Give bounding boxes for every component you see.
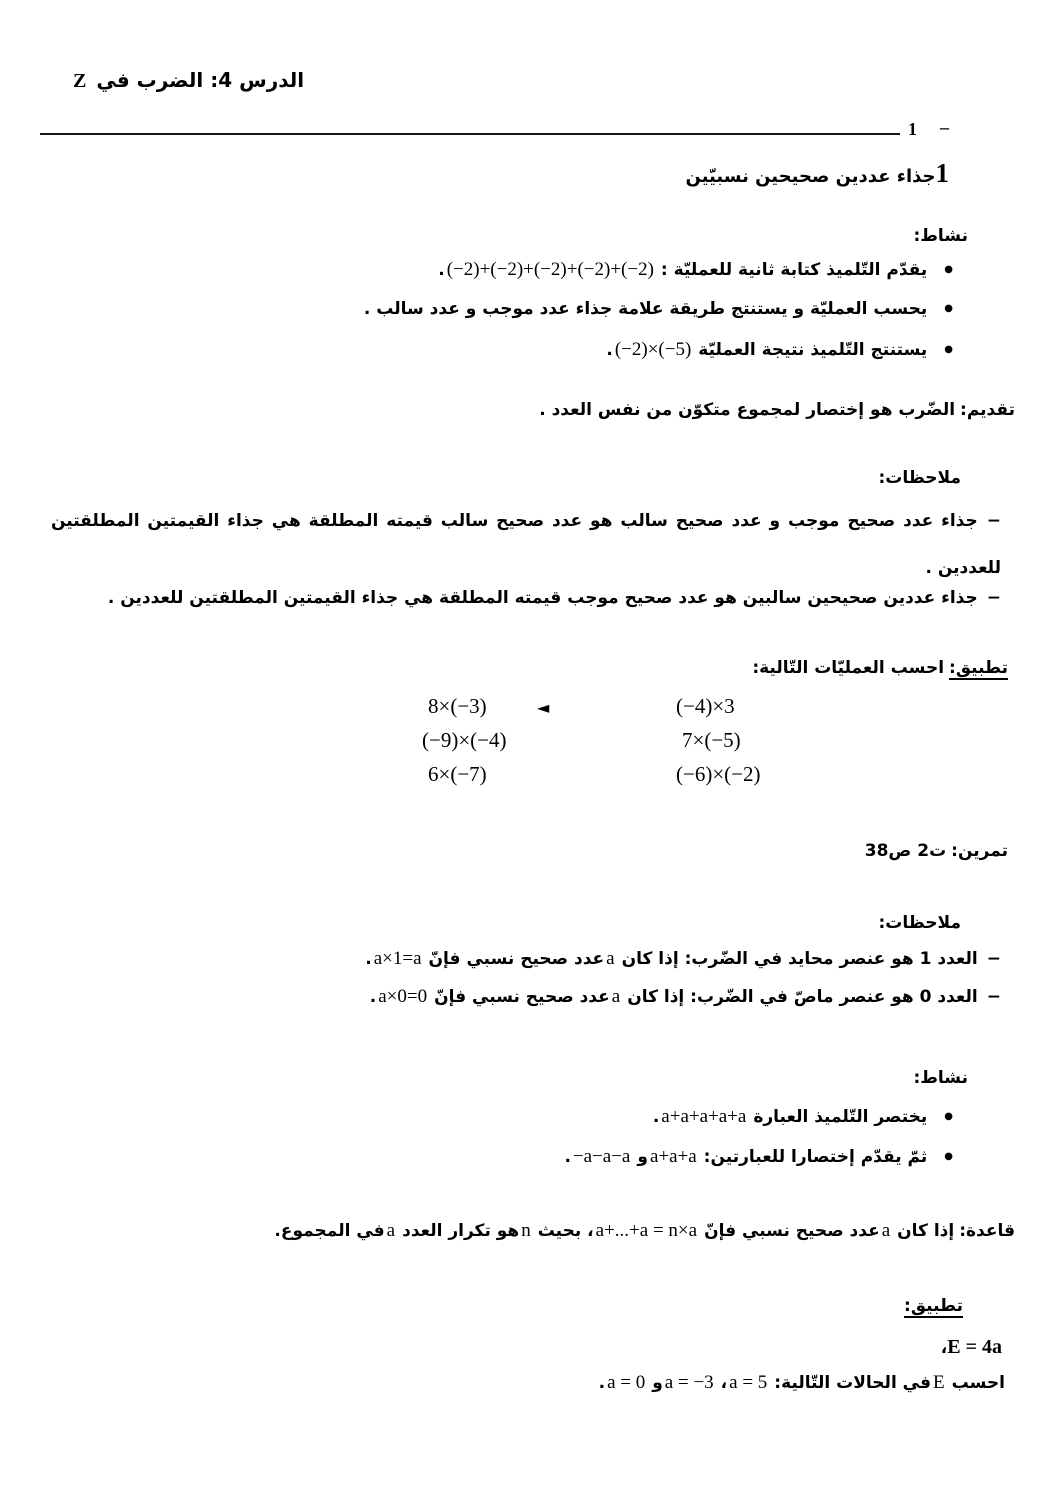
activity2-item1 [648,1106,953,1128]
dash-icon: − [986,987,1001,1007]
remarks2-item2-p1: العدد 0 هو عنصر ماصّ في الضّرب: إذا كان [627,987,978,1007]
cases-m1: a = 5 [729,1372,768,1393]
bullet-icon: ● [944,1151,953,1162]
intro-label: تقديم: [960,400,1015,420]
dash-icon: − [986,511,1001,531]
rule-var-a1: a [881,1220,891,1241]
rule-eq: a+...+a = n×a [595,1220,698,1241]
lesson-title-text: الدرس 4: الضرب في [96,68,305,92]
activity2-item2 [559,1146,953,1168]
remarks2-item2-eq: a×0=0 [378,986,428,1007]
activity1-item3 [601,339,953,361]
page-number: 1 [908,119,917,139]
operation-cell: 7×(−5) [682,728,741,752]
exercise-ref: ت2 ص38 [864,841,947,861]
remarks1-item2-text: جذاء عددين صحيحين سالبين هو عدد صحيح موجب قيمته المطلقة هي جذاء القيمتين المطلقتين للعددين . [107,588,978,608]
application1-label: تطبيق: [949,658,1008,678]
activity2-item1-text: يختصر التّلميذ العبارة [753,1107,928,1127]
dash-icon: − [986,949,1001,969]
application2-equation: E = 4a [947,1336,1002,1358]
application2-comma: ، [940,1338,948,1358]
application1-text: احسب العمليّات التّالية: [752,658,945,678]
activity2-item2-conj: و [637,1147,648,1167]
remarks2-item1-var: a [606,948,615,969]
rule-p1: إذا كان [897,1221,955,1241]
activity2-item2-text: ثمّ يقدّم إختصارا للعبارتين: [703,1147,928,1167]
bullet-icon: ● [944,1111,953,1122]
rule-p4: هو تكرار العدد [402,1221,520,1241]
lesson-title-set-symbol: Z [73,70,87,92]
remarks2-item1 [360,948,1001,970]
application2-label: تطبيق: [904,1296,963,1316]
cursor-arrow-icon: ◄ [537,698,550,717]
activity1-item3-text: يستنتج التّلميذ نتيجة العمليّة [698,340,928,360]
activity1-item3-period: . [606,340,613,360]
section-heading [686,158,965,189]
remarks1-item1-text: جذاء عدد صحيح موجب و عدد صحيح سالب هو عدد صحيح سالب قيمته المطلقة هي جذاء القيمتين المطلقتين للعددين . [51,511,1001,578]
activity2-item2-period: . [564,1147,571,1167]
remarks2-item1-period: . [365,949,372,969]
remarks2-item1-p1: العدد 1 هو عنصر محايد في الضّرب: إذا كان [621,949,978,969]
exercise-label: تمرين: [951,841,1008,861]
remarks2-item1-eq: a×1=a [373,948,422,969]
bullet-icon: ● [944,264,953,275]
dash-icon: − [986,588,1001,608]
section-number: 1 [935,158,949,188]
operation-cell: 6×(−7) [428,762,487,786]
activity2-item1-period: . [652,1107,660,1127]
remarks1-item2 [108,588,1001,608]
cases-p1: احسب [951,1373,1005,1393]
activity1-item1-period: . [438,260,445,280]
rule-p5: في المجموع. [274,1221,385,1241]
operation-cell: (−6)×(−2) [676,762,761,786]
cases-sep: ، [720,1373,728,1393]
activity2-label: نشاط: [913,1068,968,1088]
page-number-dash: – [940,117,949,137]
activity2-item2-math2: −a−a−a [572,1146,631,1167]
remarks2-item1-p2: عدد صحيح نسبي فإنّ [428,949,605,969]
cases-p2: في الحالات التّالية: [774,1373,932,1393]
cases-m2: a = −3 [664,1372,714,1393]
divider-line [40,133,900,135]
remarks2-item2-period: . [369,987,377,1007]
rule-var-a2: a [386,1220,396,1241]
activity1-item3-math: (−2)×(−5) [614,339,692,360]
bullet-icon: ● [944,303,953,314]
exercise-line [860,841,1008,861]
remarks2-item2 [365,986,1001,1008]
intro-text: الضّرب هو إختصار لمجموع متكوّن من نفس العدد . [539,400,956,420]
section-title: جذاء عددين صحيحين نسبيّين [685,166,936,187]
application2-cases-line [594,1372,1005,1394]
rule-line [269,1220,1015,1242]
activity1-label: نشاط: [913,226,968,246]
rule-var-n: n [521,1220,531,1241]
cases-m3: a = 0 [607,1372,646,1393]
remarks2-item2-p2: عدد صحيح نسبي فإنّ [434,987,610,1007]
operation-cell: (−9)×(−4) [422,728,507,752]
cases-conj: و [652,1373,663,1393]
application2-equation-line [936,1336,1007,1359]
operation-cell: 8×(−3) [428,694,487,718]
cases-var-E: E [933,1372,945,1393]
operation-cell: (−4)×3 [676,694,735,718]
activity1-item1-math: (−2)+(−2)+(−2)+(−2)+(−2) [446,259,654,280]
lesson-title [73,68,304,93]
remarks2-label: ملاحظات: [878,913,961,933]
rule-label: قاعدة: [959,1221,1015,1241]
activity1-item2 [359,299,953,319]
activity2-item2-math1: a+a+a [649,1146,697,1167]
activity1-item1-text: يقدّم التّلميذ كتابة ثانية للعمليّة : [660,260,928,280]
rule-p2: عدد صحيح نسبي فإنّ [704,1221,880,1241]
activity2-item1-math: a+a+a+a+a [661,1106,747,1127]
application1-line [747,658,1008,678]
remarks1-item1 [51,498,1001,592]
activity1-item1 [433,259,953,281]
remarks2-item2-var: a [611,986,621,1007]
intro-line [534,400,1015,420]
bullet-icon: ● [944,344,953,355]
cases-period: . [598,1373,606,1393]
rule-p3: ، بحيث [537,1221,594,1241]
activity1-item2-text: يحسب العمليّة و يستنتج طريقة علامة جذاء عدد موجب و عدد سالب . [363,299,928,319]
remarks1-label: ملاحظات: [878,468,961,488]
